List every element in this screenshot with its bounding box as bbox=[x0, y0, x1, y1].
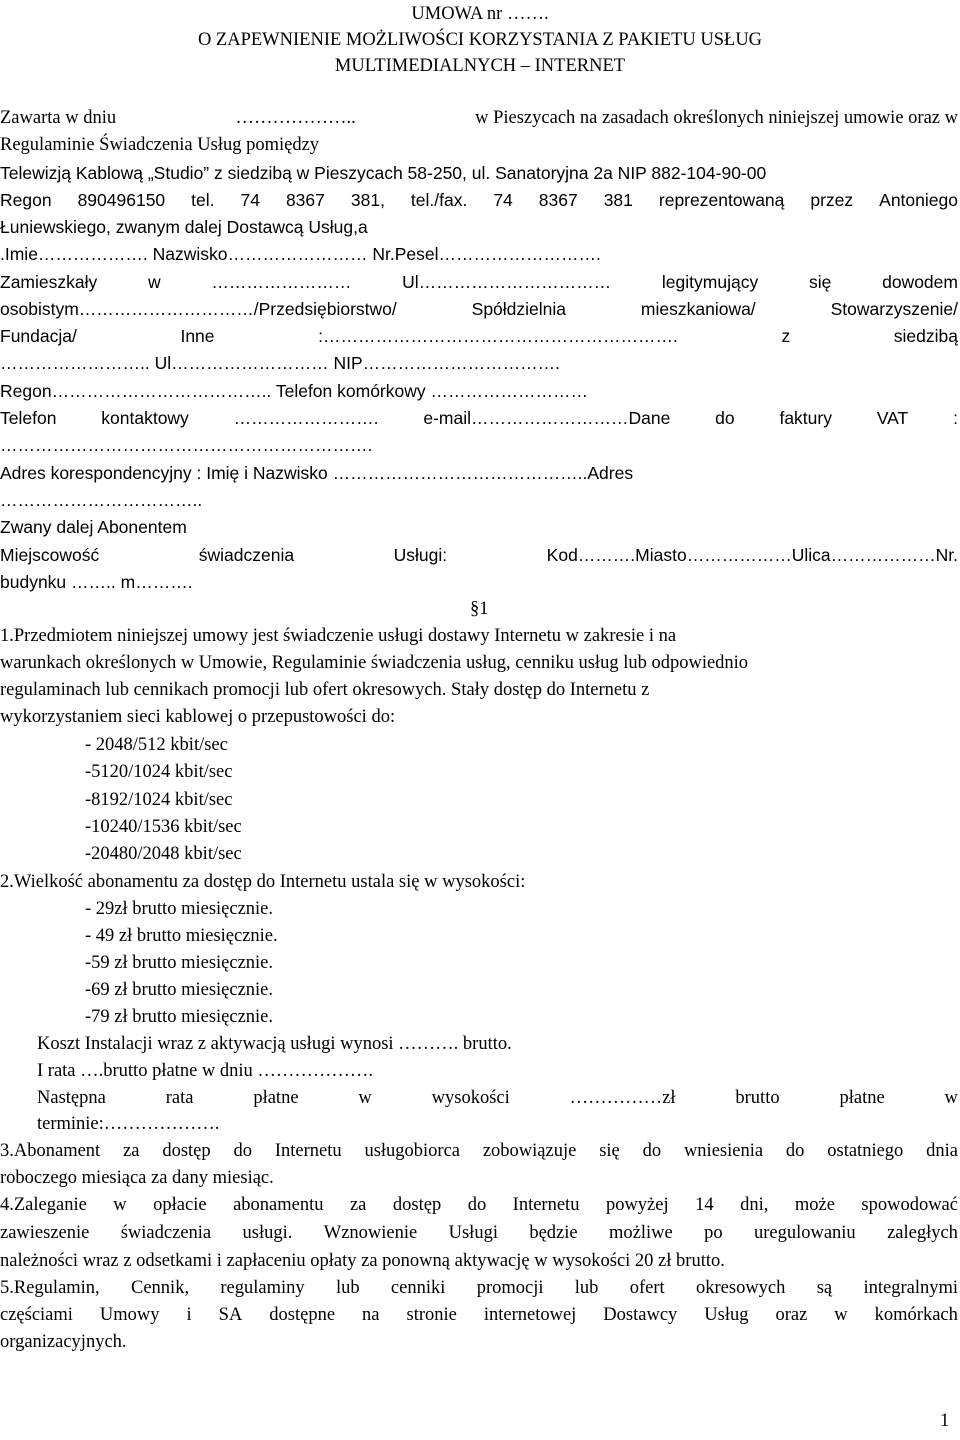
word: dostępne bbox=[269, 1305, 336, 1325]
subscriber-regon-phone-line: Regon……………………………….. Telefon komórkowy ……………………… bbox=[0, 381, 588, 401]
word: reprezentowaną bbox=[658, 190, 785, 210]
word: faktury bbox=[779, 408, 832, 428]
clause3-line-1 bbox=[0, 1140, 958, 1162]
price-item: - 29zł brutto miesięcznie. bbox=[85, 899, 274, 919]
word: się bbox=[808, 272, 832, 292]
price-item: -79 zł brutto miesięcznie. bbox=[85, 1007, 274, 1027]
clause2-line-1: 2.Wielkość abonamentu za dostęp do Internetu ustala się w wysokości: bbox=[0, 872, 526, 892]
word: : bbox=[953, 408, 958, 428]
word: z bbox=[781, 326, 791, 346]
word: ostatniego bbox=[827, 1141, 904, 1161]
subscriber-correspondence-line: Adres korespondencyjny : Imię i Nazwisko ……………………………………..Adres bbox=[0, 463, 634, 483]
intro-line-3: Telewizją Kablową „Studio” z siedzibą w Pieszycach 58-250, ul. Sanatoryjna 2a NIP 882-104-90-00 bbox=[0, 163, 767, 183]
word: dni, bbox=[740, 1195, 769, 1215]
word: …………………… bbox=[211, 272, 352, 292]
clause5-line-2 bbox=[0, 1304, 958, 1326]
word: osobistym…………………………/Przedsiębiorstwo/ bbox=[0, 299, 397, 319]
word: 381 bbox=[603, 190, 633, 210]
word: wniesienia bbox=[683, 1141, 764, 1161]
word: stronie bbox=[406, 1305, 457, 1325]
clause1-line-1: 1.Przedmiotem niniejszej umowy jest świadczenie usługi dostawy Internetu w zakresie i na bbox=[0, 626, 677, 646]
word: 4.Zaleganie bbox=[0, 1195, 87, 1215]
word: brutto bbox=[735, 1088, 780, 1108]
installment-term: terminie:………………. bbox=[37, 1114, 220, 1134]
word: w bbox=[148, 272, 161, 292]
word: do bbox=[715, 408, 735, 428]
word: za bbox=[349, 1195, 367, 1215]
word: w bbox=[834, 1305, 848, 1325]
word: legitymujący bbox=[661, 272, 759, 292]
subscriber-label: Zwany dalej Abonentem bbox=[0, 517, 187, 537]
word: w bbox=[113, 1195, 127, 1215]
word: Usługi: bbox=[393, 545, 448, 565]
word: VAT bbox=[876, 408, 909, 428]
word: Antoniego bbox=[879, 190, 958, 210]
word: do bbox=[233, 1141, 252, 1161]
word: zaległych bbox=[887, 1223, 958, 1243]
subscriber-street-nip-line: …………………….. Ul……………………… NIP……………………………. bbox=[0, 353, 561, 373]
word: świadczenia bbox=[120, 1223, 212, 1243]
word: dostęp bbox=[162, 1141, 211, 1161]
clause4-line-2 bbox=[0, 1222, 958, 1244]
word: w bbox=[358, 1088, 372, 1108]
word: 890496150 bbox=[77, 190, 166, 210]
word: Stowarzyszenie/ bbox=[830, 299, 958, 319]
word: w bbox=[944, 1088, 958, 1108]
word: do bbox=[785, 1141, 805, 1161]
word: płatne bbox=[253, 1088, 299, 1108]
word: Ul…………………………… bbox=[402, 272, 612, 292]
word: cenniki bbox=[390, 1278, 446, 1298]
word: przez bbox=[810, 190, 854, 210]
first-installment: I rata ….brutto płatne w dniu ………………. bbox=[37, 1061, 374, 1081]
subscriber-contact-line bbox=[0, 407, 958, 429]
word: Wznowienie bbox=[323, 1223, 418, 1243]
word: 381, bbox=[350, 190, 385, 210]
word: ……………zł bbox=[569, 1088, 676, 1108]
word: ofert bbox=[629, 1278, 665, 1298]
word: abonamentu bbox=[233, 1195, 324, 1215]
section-mark: §1 bbox=[470, 599, 489, 619]
word: Zamieszkały bbox=[0, 272, 98, 292]
contract-title: UMOWA nr ……. bbox=[411, 4, 549, 24]
word: e-mail………………………Dane bbox=[423, 408, 671, 428]
word: kontaktowy bbox=[101, 408, 189, 428]
word: siedzibą bbox=[893, 326, 958, 346]
contract-subtitle-line2: MULTIMEDIALNYCH – INTERNET bbox=[334, 56, 626, 76]
word: 74 bbox=[493, 190, 513, 210]
word: Regon bbox=[0, 190, 52, 210]
speed-item: -20480/2048 kbit/sec bbox=[85, 844, 242, 864]
page-number: 1 bbox=[940, 1411, 950, 1431]
speed-item: -10240/1536 kbit/sec bbox=[85, 817, 242, 837]
word: i bbox=[186, 1305, 192, 1325]
word: Inne bbox=[180, 326, 215, 346]
word: 8367 bbox=[538, 190, 578, 210]
word: dostęp bbox=[392, 1195, 442, 1215]
word: dnia bbox=[926, 1141, 958, 1161]
clause4-line-3: należności wraz z odsetkami i zapłaceniu opłaty za ponowną aktywację w wysokości 20 zł brutto. bbox=[0, 1251, 725, 1271]
speed-item: -5120/1024 kbit/sec bbox=[85, 762, 233, 782]
clause3-line-2: roboczego miesiąca za dany miesiąc. bbox=[0, 1168, 274, 1188]
word: Cennik, bbox=[131, 1278, 190, 1298]
contract-subtitle-line1: O ZAPEWNIENIE MOŻLIWOŚCI KORZYSTANIA Z PAKIETU USŁUG bbox=[197, 30, 763, 50]
word: tel./fax. bbox=[410, 190, 468, 210]
word: Internetu bbox=[274, 1141, 342, 1161]
word: :……………………………………………………. bbox=[318, 326, 678, 346]
word: Dostawcy bbox=[603, 1305, 678, 1325]
word: powyżej bbox=[605, 1195, 669, 1215]
word: Miejscowość bbox=[0, 545, 100, 565]
word: płatne bbox=[839, 1088, 885, 1108]
word: Usług bbox=[704, 1305, 749, 1325]
price-item: -59 zł brutto miesięcznie. bbox=[85, 953, 274, 973]
word: 3.Abonament bbox=[0, 1141, 101, 1161]
word: do bbox=[642, 1141, 662, 1161]
price-item: - 49 zł brutto miesięcznie. bbox=[85, 926, 278, 946]
word: Fundacja/ bbox=[0, 326, 77, 346]
clause1-line-4: wykorzystaniem sieci kablowej o przepustowości do: bbox=[0, 707, 396, 727]
intro-line-4 bbox=[0, 189, 958, 211]
word: oraz bbox=[775, 1305, 808, 1325]
word: uregulowaniu bbox=[753, 1223, 856, 1243]
word: Następna bbox=[37, 1088, 106, 1108]
clause1-line-3: regulaminach lub cennikach promocji lub ofert okresowych. Stały dostęp do Internetu z bbox=[0, 680, 650, 700]
word: rata bbox=[165, 1088, 194, 1108]
word: regulaminy bbox=[220, 1278, 305, 1298]
next-installment bbox=[37, 1087, 958, 1109]
word: wysokości bbox=[431, 1088, 510, 1108]
word: komórkach bbox=[874, 1305, 958, 1325]
word: ……………………. bbox=[233, 408, 379, 428]
word: za bbox=[123, 1141, 140, 1161]
intro-line-2: Regulaminie Świadczenia Usług pomiędzy bbox=[0, 135, 320, 155]
word: 74 bbox=[240, 190, 260, 210]
clause5-line-1 bbox=[0, 1277, 958, 1299]
intro-line-1: Zawarta w dniu ……………….. w Pieszycach na zasadach określonych niniejszej umowie oraz w bbox=[0, 108, 958, 128]
subscriber-address-dots: …………………………….. bbox=[0, 490, 203, 510]
word: na bbox=[362, 1305, 380, 1325]
intro-line-5: Łuniewskiego, zwanym dalej Dostawcą Usług,a bbox=[0, 217, 368, 237]
price-item: -69 zł brutto miesięcznie. bbox=[85, 980, 274, 1000]
clause5-line-3: organizacyjnych. bbox=[0, 1332, 127, 1352]
word: świadczenia bbox=[198, 545, 295, 565]
word: po bbox=[704, 1223, 723, 1243]
word: będzie bbox=[529, 1223, 578, 1243]
word: Spółdzielnia bbox=[471, 299, 567, 319]
word: są bbox=[816, 1278, 833, 1298]
word: tel. bbox=[191, 190, 215, 210]
clause4-line-1 bbox=[0, 1194, 958, 1216]
word: Telefon bbox=[0, 408, 57, 428]
word: usługobiorca bbox=[364, 1141, 460, 1161]
word: mieszkaniowa/ bbox=[640, 299, 756, 319]
word: Internetu bbox=[512, 1195, 580, 1215]
installation-cost: Koszt Instalacji wraz z aktywacją usługi wynosi ………. brutto. bbox=[37, 1034, 512, 1054]
word: może bbox=[794, 1195, 835, 1215]
word: możliwe bbox=[609, 1223, 673, 1243]
word: Umowy bbox=[99, 1305, 160, 1325]
word: 14 bbox=[695, 1195, 714, 1215]
subscriber-id-line bbox=[0, 298, 958, 320]
word: zobowiązuje bbox=[482, 1141, 577, 1161]
speed-item: -8192/1024 kbit/sec bbox=[85, 790, 233, 810]
subscriber-vat-line: ………………………………………………………. bbox=[0, 435, 373, 455]
word: internetowej bbox=[483, 1305, 577, 1325]
word: usługi. bbox=[242, 1223, 293, 1243]
word: SA bbox=[218, 1305, 243, 1325]
word: Usługi bbox=[448, 1223, 498, 1243]
word: Kod……….Miasto………………Ulica………………Nr. bbox=[546, 545, 958, 565]
subscriber-name-line: .Imie………………. Nazwisko…………………… Nr.Pesel………………………. bbox=[0, 244, 601, 264]
word: zawieszenie bbox=[0, 1223, 90, 1243]
word: okresowych bbox=[696, 1278, 786, 1298]
word: 5.Regulamin, bbox=[0, 1278, 100, 1298]
word: lub bbox=[335, 1278, 360, 1298]
word: promocji bbox=[476, 1278, 544, 1298]
speed-item: - 2048/512 kbit/sec bbox=[85, 735, 228, 755]
subscriber-address-line bbox=[0, 271, 958, 293]
word: 8367 bbox=[285, 190, 325, 210]
word: lub bbox=[574, 1278, 599, 1298]
service-location-line bbox=[0, 544, 958, 566]
word: integralnymi bbox=[863, 1278, 958, 1298]
word: do bbox=[467, 1195, 487, 1215]
word: częściami bbox=[0, 1305, 73, 1325]
word: się bbox=[599, 1141, 620, 1161]
word: opłacie bbox=[153, 1195, 207, 1215]
word: dowodem bbox=[882, 272, 958, 292]
clause1-line-2: warunkach określonych w Umowie, Regulaminie świadczenia usług, cenniku usług lub odpowiednio bbox=[0, 653, 749, 673]
service-building-line: budynku …….. m………. bbox=[0, 572, 193, 592]
subscriber-org-line bbox=[0, 325, 958, 347]
word: spowodować bbox=[861, 1195, 958, 1215]
